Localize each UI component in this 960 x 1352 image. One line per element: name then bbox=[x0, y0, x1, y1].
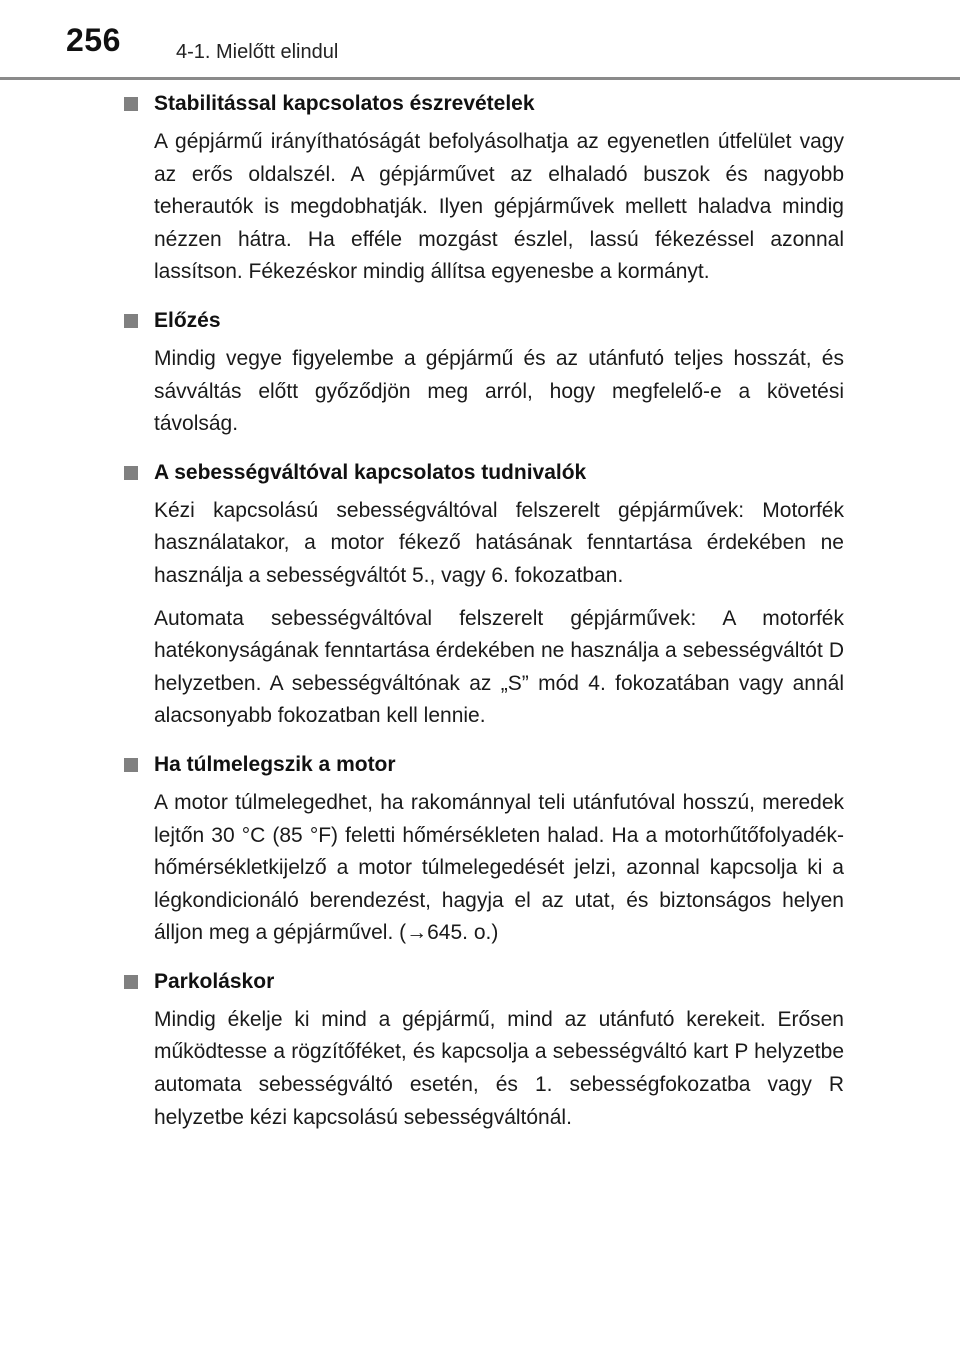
square-bullet-icon bbox=[124, 314, 138, 328]
section-overheating bbox=[124, 749, 844, 950]
section-parking bbox=[124, 966, 844, 1134]
section-heading bbox=[124, 749, 844, 781]
section-paragraph: Mindig vegye figyelembe a gépjármű és az utánfutó teljes hosszát, és sávváltás előtt győződjön meg arról, hogy megfelelő-e a követési távolság. bbox=[154, 346, 844, 436]
square-bullet-icon bbox=[124, 975, 138, 989]
page-header bbox=[0, 0, 960, 80]
section-paragraph: Automata sebességváltóval felszerelt gépjárművek: A motorfék hatékonyságának fenntartása érdekében ne használja a sebességváltót D helyzetben. A sebességváltónak az „S” mód 4. fokozatában vagy annál alacsonyabb fokozatban kell lennie. bbox=[154, 606, 844, 728]
section-heading-text: Parkoláskor bbox=[154, 969, 275, 993]
header-divider bbox=[0, 77, 960, 80]
page-content bbox=[124, 88, 844, 1150]
section-transmission bbox=[124, 457, 844, 733]
section-heading-text: Előzés bbox=[154, 308, 221, 332]
section-heading bbox=[124, 88, 844, 120]
section-heading bbox=[124, 457, 844, 489]
section-overtaking bbox=[124, 305, 844, 441]
section-paragraph: A motor túlmelegedhet, ha rakománnyal teli utánfutóval hosszú, meredek lejtőn 30 °C (85 °F) feletti hőmérsékleten halad. Ha a motorhűtőfolyadék-hőmérsékletkijelző a motor túlmelegedését jelzi, azonnal kapcsolja ki a légkondicionáló berendezést, hagyja el az utat, és biztonságos helyen álljon meg a gépjárművel. (→645. o.) bbox=[154, 790, 844, 945]
section-heading bbox=[124, 305, 844, 337]
section-heading-text: A sebességváltóval kapcsolatos tudnivalók bbox=[154, 460, 587, 484]
square-bullet-icon bbox=[124, 466, 138, 480]
section-heading-text: Stabilitással kapcsolatos észrevételek bbox=[154, 92, 535, 115]
section-paragraph: A gépjármű irányíthatóságát befolyásolhatja az egyenetlen útfelület vagy az erős oldalszél. A gépjárművet az elhaladó buszok és nagyobb teherautók is megdobhatják. Ilyen gépjárművek mellett haladva mindig nézzen hátra. Ha efféle mozgást észlel, lassú fékezéssel azonnal lassítson. Fékezéskor mindig állítsa egyenesbe a kormányt. bbox=[154, 130, 844, 284]
section-heading-text: Ha túlmelegszik a motor bbox=[154, 752, 396, 776]
section-paragraph: Mindig ékelje ki mind a gépjármű, mind az utánfutó kerekeit. Erősen működtesse a rögzítőféket, és kapcsolja a sebességváltó kart P helyzetbe automata sebességváltó esetén, és 1. sebességfokozatba vagy R helyzetbe kézi kapcsolású sebességváltónál. bbox=[154, 1007, 844, 1129]
page-number: 256 bbox=[66, 22, 121, 58]
section-paragraph: Kézi kapcsolású sebességváltóval felszerelt gépjárművek: Motorfék használatakor, a motor fékező hatásának fenntartása érdekében ne használja a sebességváltót 5., vagy 6. fokozatban. bbox=[154, 498, 844, 587]
section-title: 4-1. Mielőtt elindul bbox=[176, 41, 339, 63]
section-stability bbox=[124, 88, 844, 289]
section-heading bbox=[124, 966, 844, 998]
square-bullet-icon bbox=[124, 97, 138, 111]
square-bullet-icon bbox=[124, 758, 138, 772]
